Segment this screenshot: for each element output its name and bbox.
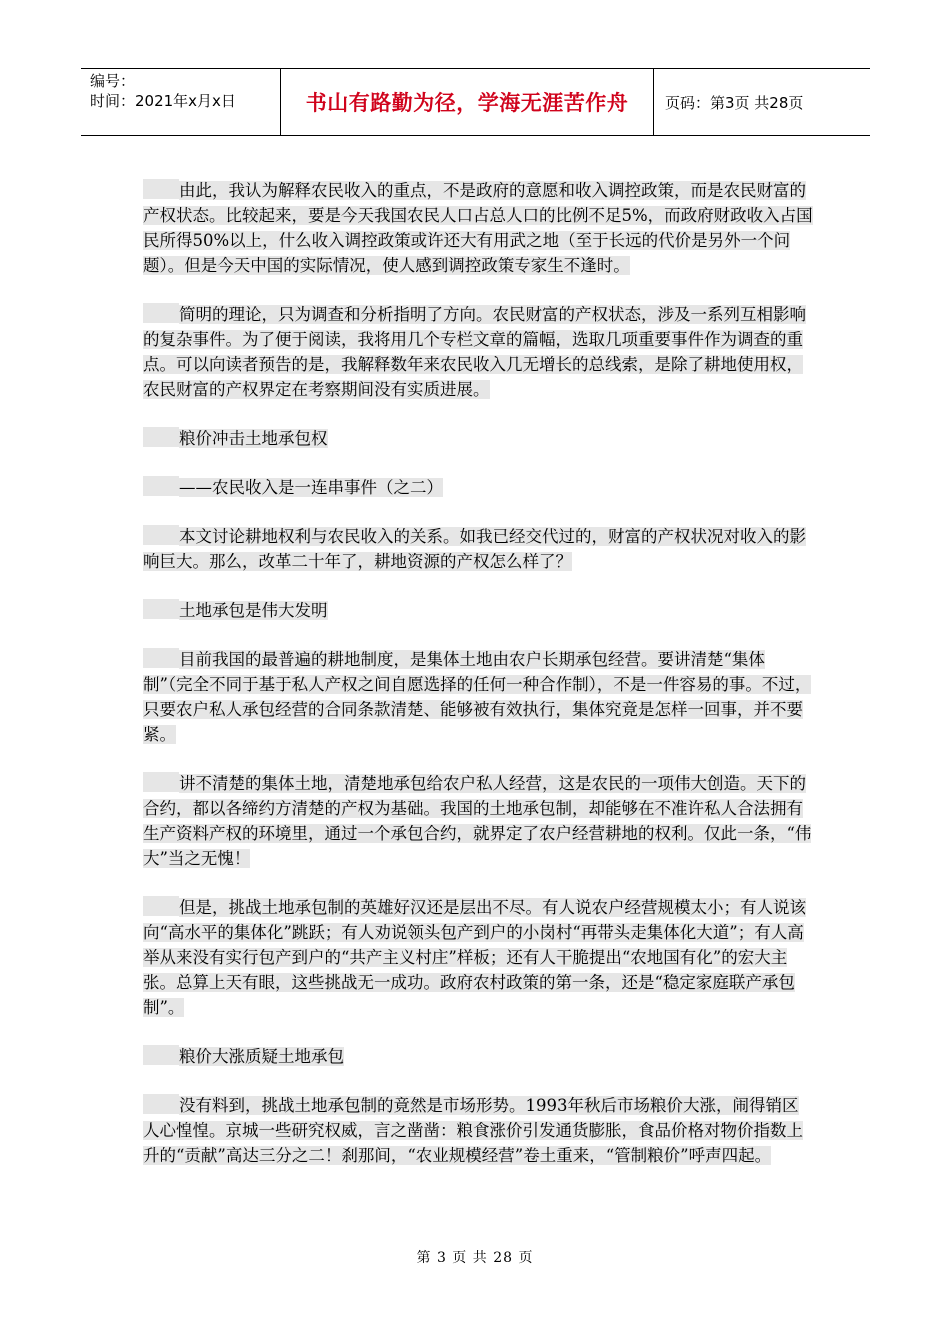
paragraph: 由此，我认为解释农民收入的重点，不是政府的意愿和收入调控政策，而是农民财富的产权状态。比较起来，要是今天我国农民人口占总人口的比例不足5%，而政府财政收入占国民所得50%以上，什么收入调控政策或许还大有用武之地（至于长远的代价是另外一个问题）。但是今天中国的实际情况，使人感到调控政策专家生不逢时。 [143,181,813,275]
page-footer: 第 3 页 共 28 页 [416,1250,534,1266]
paragraph: 但是，挑战土地承包制的英雄好汉还是层出不尽。有人说农户经营规模太小；有人说该向“高水平的集体化”跳跃；有人劝说领头包产到户的小岗村“再带头走集体化大道”；有人高举从来没有实行包产到户的“共产主义村庄”样板；还有人干脆提出“农地国有化”的宏大主张。总算上天有眼，这些挑战无一成功。政府农村政策的第一条，还是“稳定家庭联产承包制”。 [143,898,806,1017]
document-body [143,178,813,1192]
paragraph: 本文讨论耕地权利与农民收入的关系。如我已经交代过的，财富的产权状况对收入的影响巨大。那么，改革二十年了，耕地资源的产权怎么样了？ [143,527,806,571]
page-header [81,68,870,136]
paragraph: 简明的理论，只为调查和分析指明了方向。农民财富的产权状态，涉及一系列互相影响的复杂事件。为了便于阅读，我将用几个专栏文章的篇幅，选取几项重要事件作为调查的重点。可以向读者预告的是，我解释数年来农民收入几无增长的总线索，是除了耕地使用权，农民财富的产权界定在考察期间没有实质进展。 [143,305,806,399]
paragraph: 讲不清楚的集体土地，清楚地承包给农户私人经营，这是农民的一项伟大创造。天下的合约，都以各缔约方清楚的产权为基础。我国的土地承包制，却能够在不准许私人合法拥有生产资料产权的环境里，通过一个承包合约，就界定了农户经营耕地的权利。仅此一条，“伟大”当之无愧！ [143,774,812,868]
section-heading: 粮价大涨质疑土地承包 [143,1044,813,1069]
document-time-label: 时间：2021年x月x日 [90,92,236,110]
paragraph: 没有料到，挑战土地承包制的竟然是市场形势。1993年秋后市场粮价大涨，闹得销区人心惶惶。京城一些研究权威，言之凿凿：粮食涨价引发通货膨胀，食品价格对物价指数上升的“贡献”高达三分之二！刹那间，“农业规模经营”卷土重来，“管制粮价”呼声四起。 [143,1096,803,1165]
section-heading: 粮价冲击土地承包权 [143,426,813,451]
header-page-info: 页码：第3页 共28页 [665,93,804,112]
document-number-label: 编号： [90,72,136,90]
paragraph: 目前我国的最普遍的耕地制度，是集体土地由农户长期承包经营。要讲清楚“集体制”（完全不同于基于私人产权之间自愿选择的任何一种合作制），不是一件容易的事。不过，只要农户私人承包经营的合同条款清楚、能够被有效执行，集体究竟是怎样一回事，并不要紧。 [143,650,812,744]
section-subtitle: ——农民收入是一连串事件（之二） [143,475,813,500]
header-meta [81,69,281,135]
section-heading: 土地承包是伟大发明 [143,598,813,623]
header-motto: 书山有路勤为径，学海无涯苦作舟 [281,69,654,135]
